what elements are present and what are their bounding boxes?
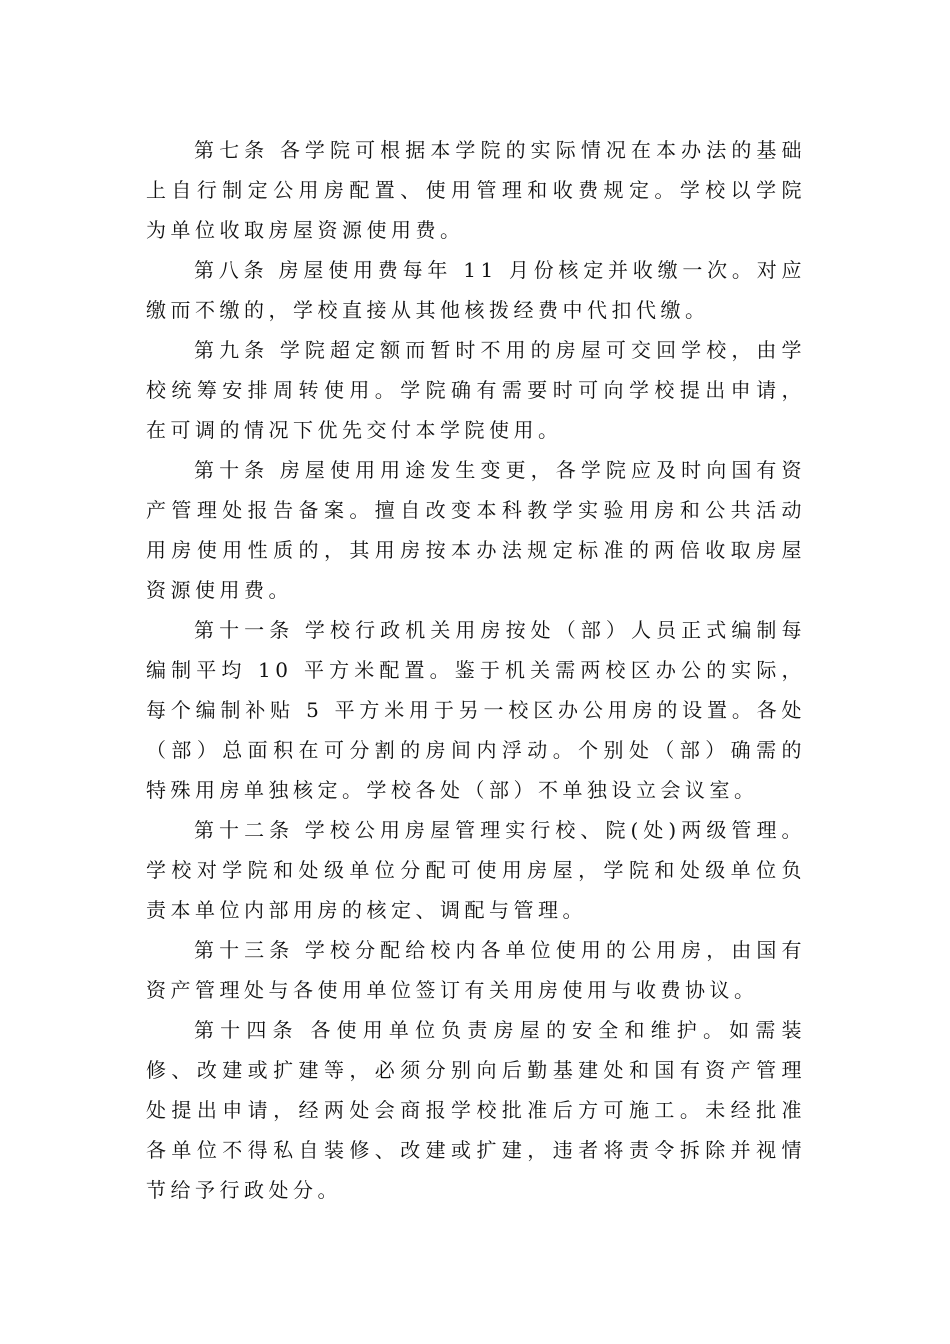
article-label: 第十四条 <box>194 1018 299 1042</box>
article-label: 第十二条 <box>194 818 295 842</box>
article-label: 第十一条 <box>194 618 295 642</box>
article-text: 学校行政机关用房按处（部）人员正式编制每编制平均 10 平方米配置。鉴于机关需两校区办公的实际，每个编制补贴 5 平方米用于另一校区办公用房的设置。各处（部）总面积在可分割的房间内浮动。个别处（部）确需的特殊用房单独核定。学校各处（部）不单独设立会议室。 <box>146 618 807 802</box>
article-label: 第九条 <box>194 338 270 362</box>
article-text: 房屋使用费每年 11 月份核定并收缴一次。对应缴而不缴的，学校直接从其他核拨经费中代扣代缴。 <box>146 258 806 322</box>
article-13 <box>146 930 806 1010</box>
article-8 <box>146 250 806 330</box>
article-text: 各使用单位负责房屋的安全和维护。如需装修、改建或扩建等，必须分别向后勤基建处和国有资产管理处提出申请，经两处会商报学校批准后方可施工。未经批准各单位不得私自装修、改建或扩建，违者将责令拆除并视情节给予行政处分。 <box>146 1018 807 1202</box>
document-page <box>146 130 806 1210</box>
article-text: 学校分配给校内各单位使用的公用房，由国有资产管理处与各使用单位签订有关用房使用与收费协议。 <box>146 938 807 1002</box>
article-text: 各学院可根据本学院的实际情况在本办法的基础上自行制定公用房配置、使用管理和收费规定。学校以学院为单位收取房屋资源使用费。 <box>146 138 806 242</box>
article-text: 房屋使用用途发生变更，各学院应及时向国有资产管理处报告备案。擅自改变本科教学实验用房和公共活动用房使用性质的，其用房按本办法规定标准的两倍收取房屋资源使用费。 <box>146 458 806 602</box>
article-label: 第十条 <box>194 458 270 482</box>
article-14 <box>146 1010 806 1210</box>
article-10 <box>146 450 806 610</box>
article-9 <box>146 330 806 450</box>
article-11 <box>146 610 806 810</box>
article-text: 学校公用房屋管理实行校、院(处)两级管理。学校对学院和处级单位分配可使用房屋，学院和处级单位负责本单位内部用房的核定、调配与管理。 <box>146 818 807 922</box>
article-7 <box>146 130 806 250</box>
article-12 <box>146 810 806 930</box>
article-label: 第八条 <box>194 258 269 282</box>
article-label: 第七条 <box>194 138 270 162</box>
article-label: 第十三条 <box>194 938 295 962</box>
article-text: 学院超定额而暂时不用的房屋可交回学校，由学校统筹安排周转使用。学院确有需要时可向学校提出申请，在可调的情况下优先交付本学院使用。 <box>146 338 806 442</box>
